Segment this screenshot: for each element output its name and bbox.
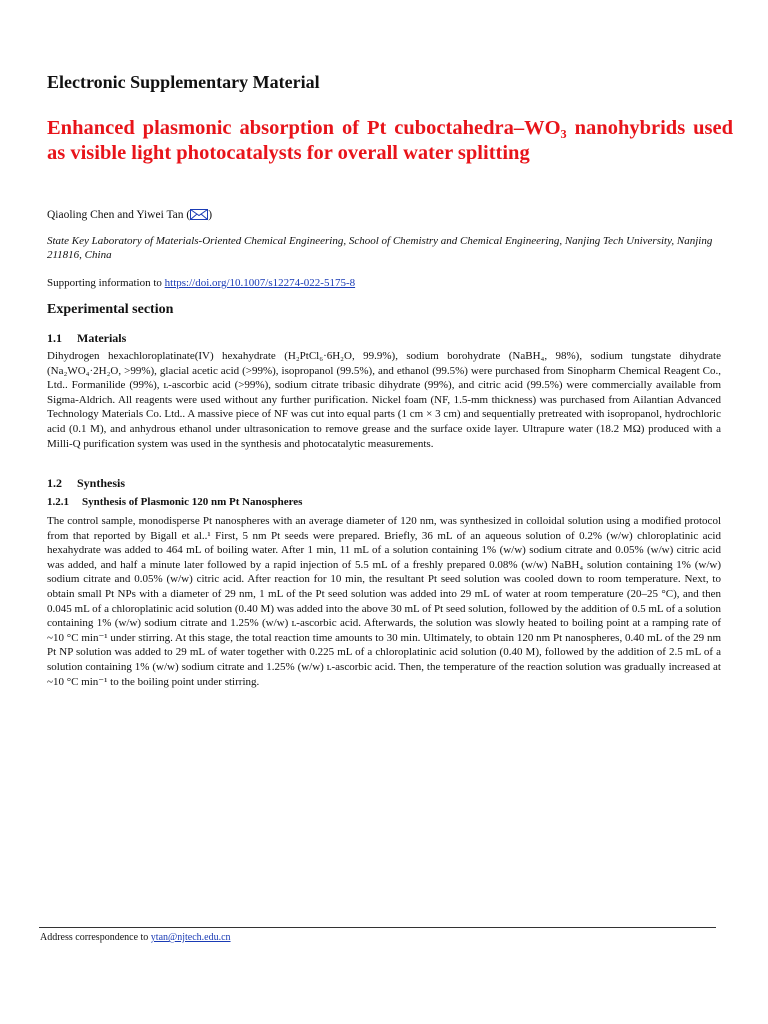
pt-nanospheres-number: 1.2.1 (47, 496, 69, 508)
synthesis-heading (47, 476, 125, 491)
paper-title: Enhanced plasmonic absorption of Pt cuboctahedra–WO₃ nanohybrids used as visible light photocatalysts for overall water splitting (47, 117, 733, 164)
supplementary-heading: Electronic Supplementary Material (47, 72, 320, 92)
materials-title: Materials (77, 331, 127, 345)
materials-heading (47, 331, 126, 346)
correspondence-footnote (40, 931, 231, 944)
experimental-heading: Experimental section (47, 302, 174, 317)
materials-paragraph: Dihydrogen hexachloroplatinate(IV) hexahydrate (H₂PtCl₆·6H₂O, 99.9%), sodium borohydrate (NaBH₄, 98%), sodium tungstate dihydrate (Na₂WO₄·2H₂O, >99%), glacial acetic acid (>99%), isopropanol (99.5%), and ethanol (99.5%) were purchased from Sinopharm Chemical Reagent Co., Ltd.. Formanilide (99%), ʟ-ascorbic acid (>99%), sodium citrate tribasic dihydrate (99%), and citric acid (99.5%) were commercially available from Sigma-Aldrich. All reagents were used without any further purification. Nickel foam (NF, 1.5-mm thickness) was purchased from Ailantian Advanced Technology Materials Co. Ltd.. A massive piece of NF was cut into equal parts (1 cm × 3 cm) and sequentially pretreated with isopropanol, hydrochloric acid (0.1 M), and anhydrous ethanol under ultrasonication to remove grease and the surface oxide layer. Ultrapure water (18.2 MΩ) produced with a Milli-Q purification system was used in the synthesis and photocatalytic measurements. (47, 350, 721, 450)
supporting-info (47, 276, 727, 290)
email-link[interactable]: ytan@njtech.edu.cn (150, 932, 231, 943)
synthesis-paragraph: The control sample, monodisperse Pt nanospheres with an average diameter of 120 nm, was synthesized in colloidal solution using a modified protocol from that reported by Bigall et al..¹ First, 5 nm Pt seeds were prepared. Briefly, 36 mL of an aqueous solution of 0.2% (w/w) chloroplatinic acid hexahydrate was added to 464 mL of boiling water. After 1 min, 11 mL of a solution containing 1% (w/w) sodium citrate and 0.05% (w/w) citric acid was added, and half a minute later followed by a rapid injection of 5.5 mL of a freshly prepared 0.08% (w/w) NaBH₄ solution containing 1% (w/w) sodium citrate and 0.05% (w/w) citric acid. After reaction for 10 min, the resultant Pt seed solution was cooled down to room temperature. Next, to obtain small Pt NPs with a diameter of 29 nm, 1 mL of the Pt seed solution was added into 29 mL of water at room temperature (20–25 °C), and then 0.045 mL of a chloroplatinic acid solution (0.40 M) was added into the above 30 mL of Pt seed solution, followed by the addition of 0.5 mL of a solution containing 1% (w/w) sodium citrate and 1.25% (w/w) ʟ-ascorbic acid. Afterwards, the solution was slowly heated to boiling point at a ramping rate of ~10 °C min⁻¹ under stirring. At this stage, the total reaction time amounts to 30 min. Ultimately, to obtain 120 nm Pt nanospheres, 0.40 mL of the 29 nm Pt NP solution was added to 29 mL of water together with 0.225 mL of a chloroplatinic acid solution (0.40 M), followed by the addition of 2.5 mL of a solution containing 1% (w/w) sodium citrate and 1.25% (w/w) ʟ-ascorbic acid. Then, the temperature of the reaction solution was gradually increased at ~10 °C min⁻¹ to the boiling point under stirring. (47, 515, 721, 688)
author-names: Qiaoling Chen and Yiwei Tan ( (47, 209, 191, 221)
author-line (47, 208, 727, 223)
supporting-prefix: Supporting information to (47, 277, 165, 289)
doi-link[interactable]: https://doi.org/10.1007/s12274-022-5175-8 (164, 277, 356, 289)
synthesis-number: 1.2 (47, 476, 62, 490)
footnote-prefix: Address correspondence to (40, 932, 151, 943)
materials-number: 1.1 (47, 331, 62, 345)
author-close-paren: ) (208, 209, 213, 221)
affiliation: State Key Laboratory of Materials-Oriented Chemical Engineering, School of Chemistry and Chemical Engineering, Nanjing Tech University, Nanjing 211816, China (47, 235, 713, 261)
pt-nanospheres-title: Synthesis of Plasmonic 120 nm Pt Nanospheres (82, 496, 303, 508)
pt-nanospheres-heading (47, 496, 302, 508)
footnote-divider (39, 927, 716, 928)
synthesis-title: Synthesis (77, 476, 126, 490)
envelope-icon[interactable] (190, 209, 208, 221)
